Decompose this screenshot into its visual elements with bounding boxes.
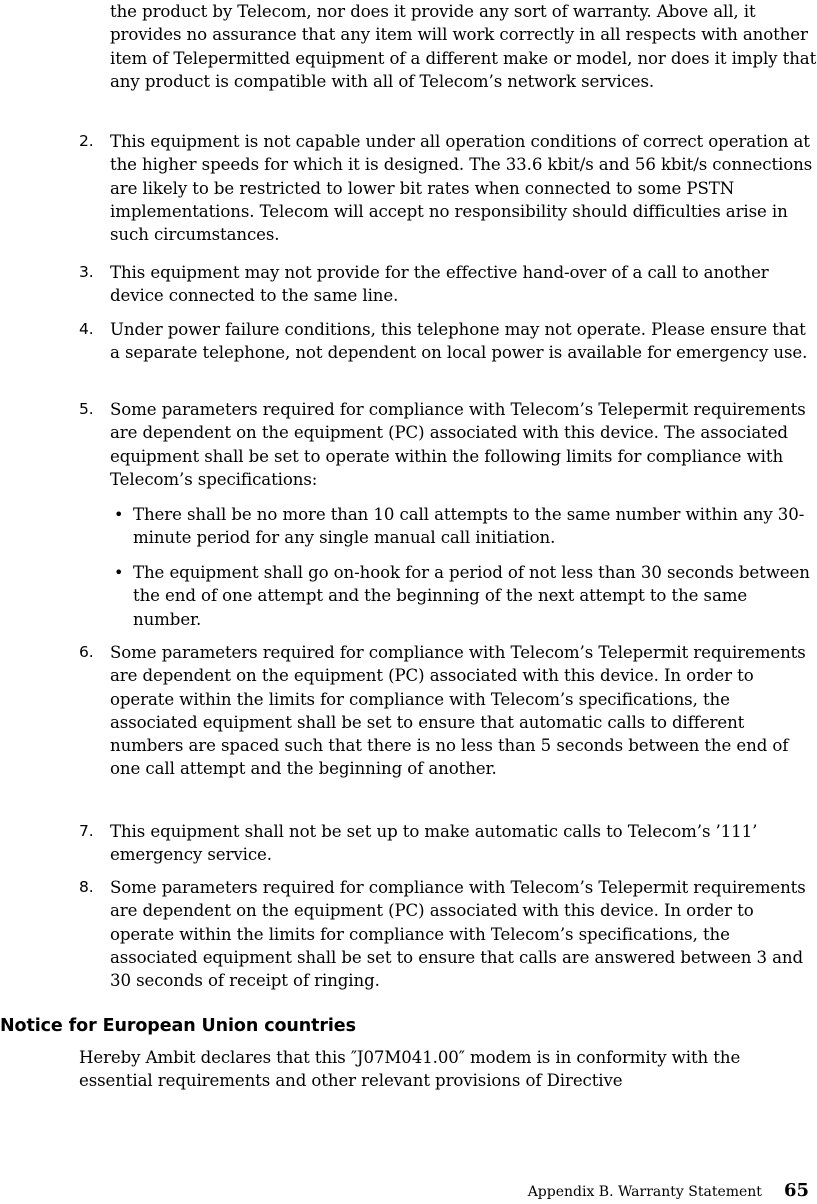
item-text: Under power failure conditions, this telephone may not operate. Please ensure that a separate telephone, not dependent on local power is available for emergency use. [110, 320, 808, 363]
item-number: 2. [79, 132, 94, 150]
item-number: 5. [79, 400, 94, 418]
item-text: This equipment may not provide for the effective hand-over of a call to another device connected to the same line. [110, 263, 769, 306]
eu-paragraph: Hereby Ambit declares that this ″J07M041.00″ modem is in conformity with the essential requirements and other relevant provisions of Directive [79, 1048, 741, 1091]
item-text: This equipment is not capable under all operation conditions of correct operation at the higher speeds for which it is designed. The 33.6 kbit/s and 56 kbit/s connections are likely to be restricted to lower bit rates when connected to some PSTN implementations. Telecom will accept no responsibility should difficulties arise in such circumstances. [110, 132, 813, 245]
item-number: 3. [79, 263, 94, 281]
page-footer [528, 1180, 809, 1204]
section-heading: Notice for European Union countries [0, 1016, 356, 1036]
item-text: Some parameters required for compliance with Telecom’s Telepermit requirements are dependent on the equipment (PC) associated with this device. In order to operate within the limits for compliance with Telecom’s specifications, the associated equipment shall be set to ensure that automatic calls to different numbers are spaced such that there is no less than 5 seconds between the end of one call attempt and the beginning of another. [110, 643, 806, 779]
item-text: Some parameters required for compliance with Telecom’s Telepermit requirements are dependent on the equipment (PC) associated with this device. In order to operate within the limits for compliance with Telecom’s specifications, the associated equipment shall be set to ensure that calls are answered between 3 and 30 seconds of receipt of ringing. [110, 878, 806, 991]
item-number: 8. [79, 878, 94, 896]
item-number: 6. [79, 643, 94, 661]
item-text: This equipment shall not be set up to make automatic calls to Telecom’s ’111’ emergency service. [110, 822, 758, 865]
bullet-icon: • [114, 505, 124, 524]
bullet-text: There shall be no more than 10 call attempts to the same number within any 30-minute period for any single manual call initiation. [133, 505, 805, 548]
item-text: Some parameters required for compliance with Telecom’s Telepermit requirements are dependent on the equipment (PC) associated with this device. The associated equipment shall be set to operate within the following limits for compliance with Telecom’s specifications: [110, 400, 806, 489]
bullet-text: The equipment shall go on-hook for a period of not less than 30 seconds between the end of one attempt and the beginning of the next attempt to the same number. [133, 563, 810, 629]
page-number: 65 [783, 1180, 809, 1201]
bullet-icon: • [114, 563, 124, 582]
footer-section-title: Appendix B. Warranty Statement [527, 1184, 762, 1200]
intro-paragraph: the product by Telecom, nor does it provide any sort of warranty. Above all, it provides no assurance that any item will work correctly in all respects with another item of Telepermitted equipment of a different make or model, nor does it imply that any product is compatible with all of Telecom’s network services. [110, 2, 817, 91]
item-number: 7. [79, 822, 94, 840]
item-number: 4. [79, 320, 94, 338]
